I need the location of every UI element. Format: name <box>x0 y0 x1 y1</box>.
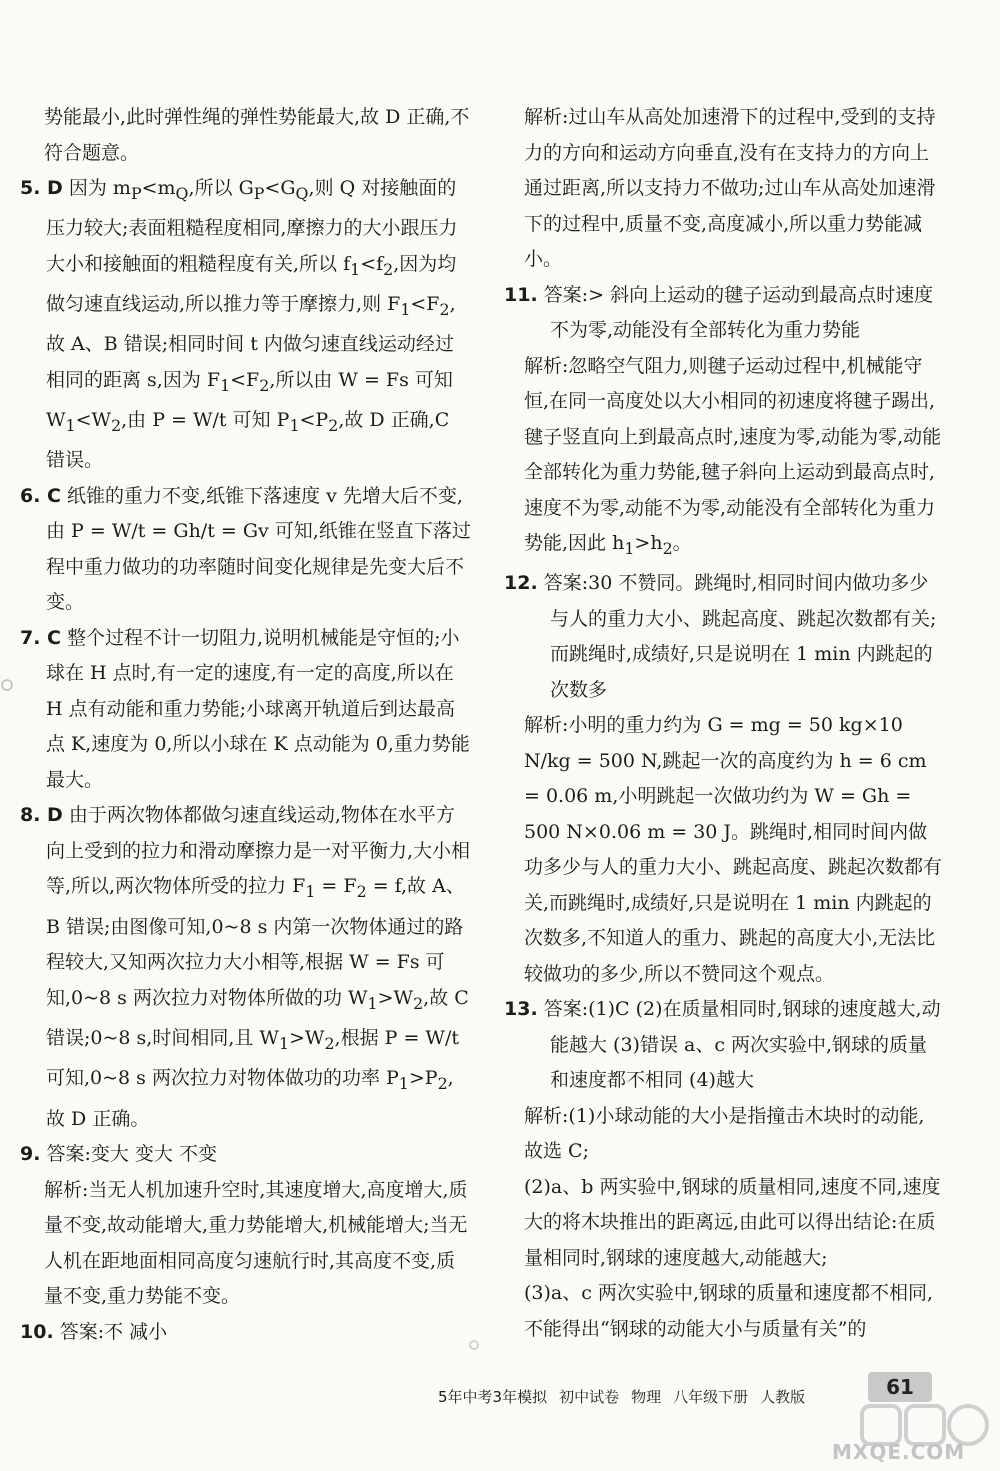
question-10-answer: 答案:不 减小 <box>53 1320 168 1343</box>
footer-series: 5年中考3年模拟 <box>438 1387 548 1406</box>
paragraph-continuation: 势能最小,此时弹性绳的弹性势能最大,故 D 正确,不符合题意。 <box>44 106 470 164</box>
question-9-answer: 答案:变大 变大 不变 <box>40 1143 217 1166</box>
question-6-text: 纸锥的重力不变,纸锥下落速度 v 先增大后不变,由 P = W/t = Gh/t = Gv 可知,纸锥在竖直下落过程中重力做功的功率随时间变化规律是先变大后不变。 <box>46 484 471 614</box>
question-13-answer: 答案:(1)C (2)在质量相同时,钢球的速度越大,动能越大 (3)错误 a、c 两次实验中,钢球的质量和速度都不相同 (4)越大 <box>537 998 941 1092</box>
binding-mark-icon <box>0 678 14 692</box>
question-12-answer: 答案:30 不赞同。跳绳时,相同时间内做功多少与人的重力大小、跳起高度、跳起次数都有关;而跳绳时,成绩好,只是说明在 1 min 内跳起的次数多 <box>537 572 937 701</box>
question-11-number: 11. <box>504 283 538 306</box>
question-12-number: 12. <box>504 572 538 595</box>
footer-type: 初中试卷 <box>559 1387 620 1406</box>
question-12 <box>504 566 942 708</box>
question-13-number: 13. <box>504 998 538 1021</box>
question-7 <box>20 621 472 799</box>
watermark-text: MXQE.COM <box>832 1440 966 1464</box>
flower-mark-icon <box>467 1338 481 1352</box>
question-10 <box>20 1315 472 1351</box>
question-5-number: 5. D <box>20 177 63 199</box>
question-13-explanation-1: 解析:(1)小球动能的大小是指撞击木块时的动能,故选 C; <box>524 1104 925 1163</box>
question-12-explanation: 解析:小明的重力约为 G = mg = 50 kg×10 N/kg = 500 N,跳起一次的高度约为 h = 6 cm = 0.06 m,小明跳起一次做功约为 W = Gh = 500 N×0.06 m = 30 J。跳绳时,相同时间内做功多少与人的重力大小、跳起高度、跳起次数都有关,而跳绳时,成绩好,只是说明在 1 min 内跳起的次数多,不知道人的重力、跳起的高度大小,无法比较做功的多少,所以不赞同这个观点。 <box>524 714 943 985</box>
question-9-explanation: 解析:当无人机加速升空时,其速度增大,高度增大,质量不变,故动能增大,重力势能增大,机械能增大;当无人机在距地面相同高度匀速航行时,其高度不变,质量不变,重力势能不变。 <box>44 1178 468 1308</box>
question-7-text: 整个过程不计一切阻力,说明机械能是守恒的;小球在 H 点时,有一定的速度,有一定的高度,所以在 H 点有动能和重力势能;小球离开轨道后到达最高点 K,速度为 0,所以小球在 K 点动能为 0,重力势能最大。 <box>46 626 470 791</box>
question-6 <box>20 479 472 621</box>
page-footer <box>438 1383 908 1409</box>
question-13-explanation-3: (3)a、c 两次实验中,钢球的质量和速度都不相同,不能得出“钢球的动能大小与质量有关”的 <box>524 1282 934 1340</box>
question-8-number: 8. D <box>20 804 63 827</box>
question-11-explanation: 解析:忽略空气阻力,则毽子运动过程中,机械能守恒,在同一高度处以大小相同的初速度将毽子踢出,毽子竖直向上到最高点时,速度为零,动能为零,动能全部转化为重力势能,毽子斜向上运动到最高点时,速度不为零,动能不为零,动能没有全部转化为重力势能,因此 $h_1>h_2$。 <box>524 354 942 558</box>
question-13 <box>504 992 942 1099</box>
question-5 <box>20 171 472 479</box>
page-number: 61 <box>868 1372 932 1402</box>
left-column <box>20 100 472 1350</box>
question-10-explanation: 解析:过山车从高处加速滑下的过程中,受到的支持力的方向和运动方向垂直,没有在支持力的方向上通过距离,所以支持力不做功;过山车从高处加速滑下的过程中,质量不变,高度减小,所以重力势能减小。 <box>524 106 936 270</box>
question-9 <box>20 1137 472 1173</box>
footer-subject: 物理 <box>631 1387 662 1406</box>
question-13-explanation-2: (2)a、b 两实验中,钢球的质量相同,速度不同,速度大的将木块推出的距离远,由此可以得出结论:在质量相同时,钢球的速度越大,动能越大; <box>524 1175 941 1269</box>
question-8 <box>20 798 472 1137</box>
question-7-number: 7. C <box>20 626 61 649</box>
question-11-answer: 答案:> 斜向上运动的毽子运动到最高点时速度不为零,动能没有全部转化为重力势能 <box>537 283 934 341</box>
footer-grade: 八年级下册 <box>673 1387 749 1406</box>
right-column <box>504 100 942 1347</box>
question-9-number: 9. <box>20 1143 41 1166</box>
footer-edition: 人教版 <box>760 1387 806 1406</box>
question-8-text: 由于两次物体都做匀速直线运动,物体在水平方向上受到的拉力和滑动摩擦力是一对平衡力,大小相等,所以,两次物体所受的拉力 $F_1 = F_2 = f$,故 A、B 错误;由图像可知,0~8 s 内第一次物体通过的路程较大,又知两次拉力大小相等,根据 W = Fs 可知,0~8 s 两次拉力对物体所做的功 $W_1>W_2$,故 C 错误;0~8 s,时间相同,且 $W_1>W_2$,根据 P = W/t 可知,0~8 s 两次拉力对物体做功的功率 $P_1>P_2$,故 D 正确。 <box>46 804 471 1130</box>
question-10-number: 10. <box>20 1320 54 1343</box>
question-6-number: 6. C <box>20 484 61 507</box>
question-11 <box>504 278 942 349</box>
question-5-text: 因为 $m_P<m_Q$,所以 $G_P<G_Q$,则 Q 对接触面的压力较大;表面粗糙程度相同,摩擦力的大小跟压力大小和接触面的粗糙程度有关,所以 $f_1<f_2$,因为均做匀速直线运动,所以推力等于摩擦力,则 $F_1<F_2$,故 A、B 错误;相同时间 t 内做匀速直线运动经过相同的距离 s,因为 $F_1<F_2$,所以由 W = Fs 可知 $W_1<W_2$,由 P = W/t 可知 $P_1<P_2$,故 D 正确,C 错误。 <box>46 177 458 472</box>
